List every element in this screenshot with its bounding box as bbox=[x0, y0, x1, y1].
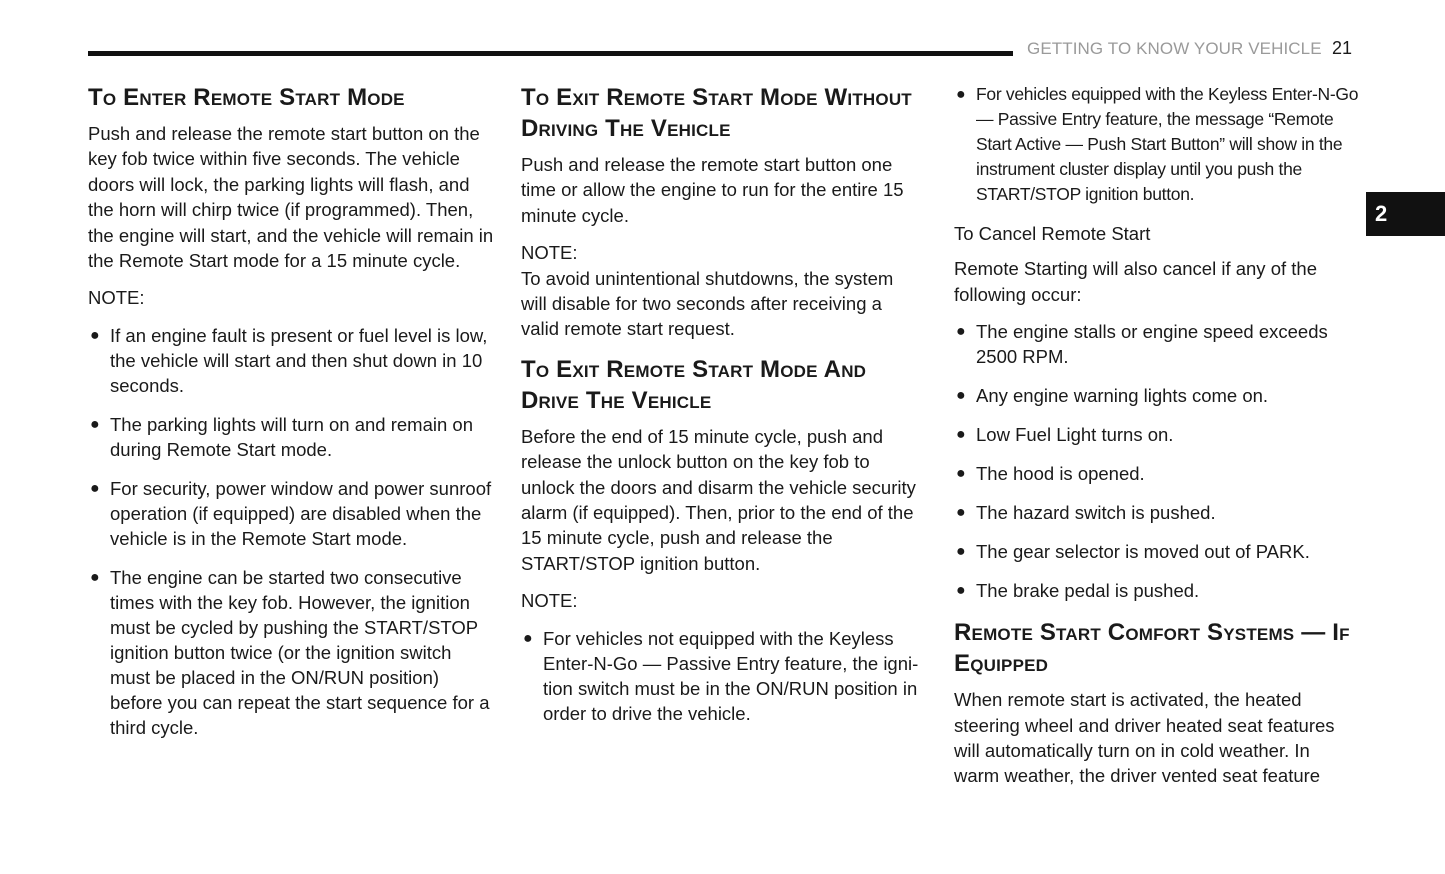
enter-remote-start-paragraph: Push and release the remote start button on the key fob twice within five seconds. The vehicle doors will lock, the parking lights will flash, and the horn will chirp twice (if programmed). Then, the engine will start, and the vehicle will remain in the Remote Start mode for a 15 minute cycle. bbox=[88, 123, 494, 272]
bullet-icon: ● bbox=[956, 426, 966, 444]
list-item: ● Any engine warning lights come on. bbox=[956, 385, 1269, 407]
exit-and-drive-paragraph: Before the end of 15 minute cycle, push and release the unlock button on the key fob to unlock the doors and disarm the vehicle security alarm (if equipped). Then, prior to the end of the 15 minute cycle, push and release the START/STOP ignition button. bbox=[521, 425, 916, 574]
bullet-icon: ● bbox=[90, 479, 100, 497]
note-label: NOTE: bbox=[521, 242, 578, 264]
column-3 bbox=[954, 82, 1360, 801]
bullet-icon: ● bbox=[956, 387, 966, 405]
heading-exit-and-drive: To Exit Remote Start Mode And Drive The Vehicle bbox=[521, 355, 867, 414]
bullet-icon: ● bbox=[956, 465, 966, 483]
bullet-icon: ● bbox=[956, 543, 966, 561]
note-label: NOTE: bbox=[521, 590, 578, 612]
bullet-icon: ● bbox=[956, 582, 966, 600]
column-2 bbox=[521, 82, 923, 740]
list-item: ● The hood is opened. bbox=[956, 463, 1145, 485]
chapter-tab: 2 bbox=[1366, 192, 1445, 236]
bullet-icon: ● bbox=[956, 323, 966, 341]
comfort-systems-paragraph: When remote start is activated, the heated steering wheel and driver heated seat features will automatically turn on in cold weather. In warm weather, the driver vented seat feature bbox=[954, 689, 1335, 787]
list-item: ● For security, power window and power sunroof operation (if equipped) are disabled when the vehicle is in the Remote Start mode. bbox=[90, 477, 492, 549]
bullet-icon: ● bbox=[90, 415, 100, 433]
subheading-cancel-remote-start: To Cancel Remote Start bbox=[954, 223, 1151, 244]
enter-notes-list bbox=[88, 323, 496, 740]
heading-enter-remote-start: To Enter Remote Start Mode bbox=[88, 84, 405, 111]
heading-exit-without-driving: To Exit Remote Start Mode Without Driving The Vehicle bbox=[521, 84, 912, 142]
list-item: ● The engine can be started two consecutive times with the key fob. However, the ignition must be cycled by pushing the START/STOP ignition button twice (or the ignition switch must be placed in the ON/RUN position) before you can repeat the start sequence for a third cycle. bbox=[90, 566, 490, 738]
bullet-icon: ● bbox=[956, 86, 966, 103]
list-item: ● For vehicles not equipped with the Keyless Enter-N-Go — Passive Entry feature, the igni-tion switch must be in the ON/RUN position in order to drive the vehicle. bbox=[523, 627, 919, 724]
page-number: 21 bbox=[1332, 38, 1353, 58]
list-item: ● The hazard switch is pushed. bbox=[956, 502, 1216, 524]
exit-without-driving-paragraph: Push and release the remote start button one time or allow the engine to run for the entire 15 minute cycle. bbox=[521, 154, 904, 226]
list-item: ● The parking lights will turn on and remain on during Remote Start mode. bbox=[90, 413, 473, 460]
exit-notes-list bbox=[521, 626, 923, 726]
heading-comfort-systems: Remote Start Comfort Systems — If Equipped bbox=[954, 619, 1350, 678]
continued-notes-list bbox=[954, 82, 1360, 207]
list-item: ● Low Fuel Light turns on. bbox=[956, 424, 1174, 446]
bullet-icon: ● bbox=[523, 629, 533, 647]
exit-note-text: To avoid unintentional shutdowns, the system will disable for two seconds after receiving a valid remote start request. bbox=[521, 267, 894, 340]
list-item: ● The gear selector is moved out of PARK. bbox=[956, 541, 1310, 563]
cancel-conditions-list bbox=[954, 319, 1360, 603]
header-rule bbox=[88, 51, 1013, 56]
bullet-icon: ● bbox=[90, 568, 100, 586]
bullet-icon: ● bbox=[956, 504, 966, 522]
list-item: ● If an engine fault is present or fuel level is low, the vehicle will start and then shut down in 10 seconds. bbox=[90, 324, 488, 396]
list-item: ● The engine stalls or engine speed exceeds 2500 RPM. bbox=[956, 321, 1328, 368]
list-item: ● The brake pedal is pushed. bbox=[956, 580, 1200, 602]
column-1 bbox=[88, 82, 496, 754]
list-item: ● For vehicles equipped with the Keyless Enter-N-Go — Passive Entry feature, the message “Remote Start Active — Push Start Button” will show in the instrument cluster display until you push the START/STOP ignition button. bbox=[956, 84, 1359, 204]
bullet-icon: ● bbox=[90, 326, 100, 344]
running-header-title: GETTING TO KNOW YOUR VEHICLE bbox=[1027, 39, 1322, 58]
note-label: NOTE: bbox=[88, 287, 145, 309]
cancel-remote-start-paragraph: Remote Starting will also cancel if any of the following occur: bbox=[954, 258, 1317, 305]
